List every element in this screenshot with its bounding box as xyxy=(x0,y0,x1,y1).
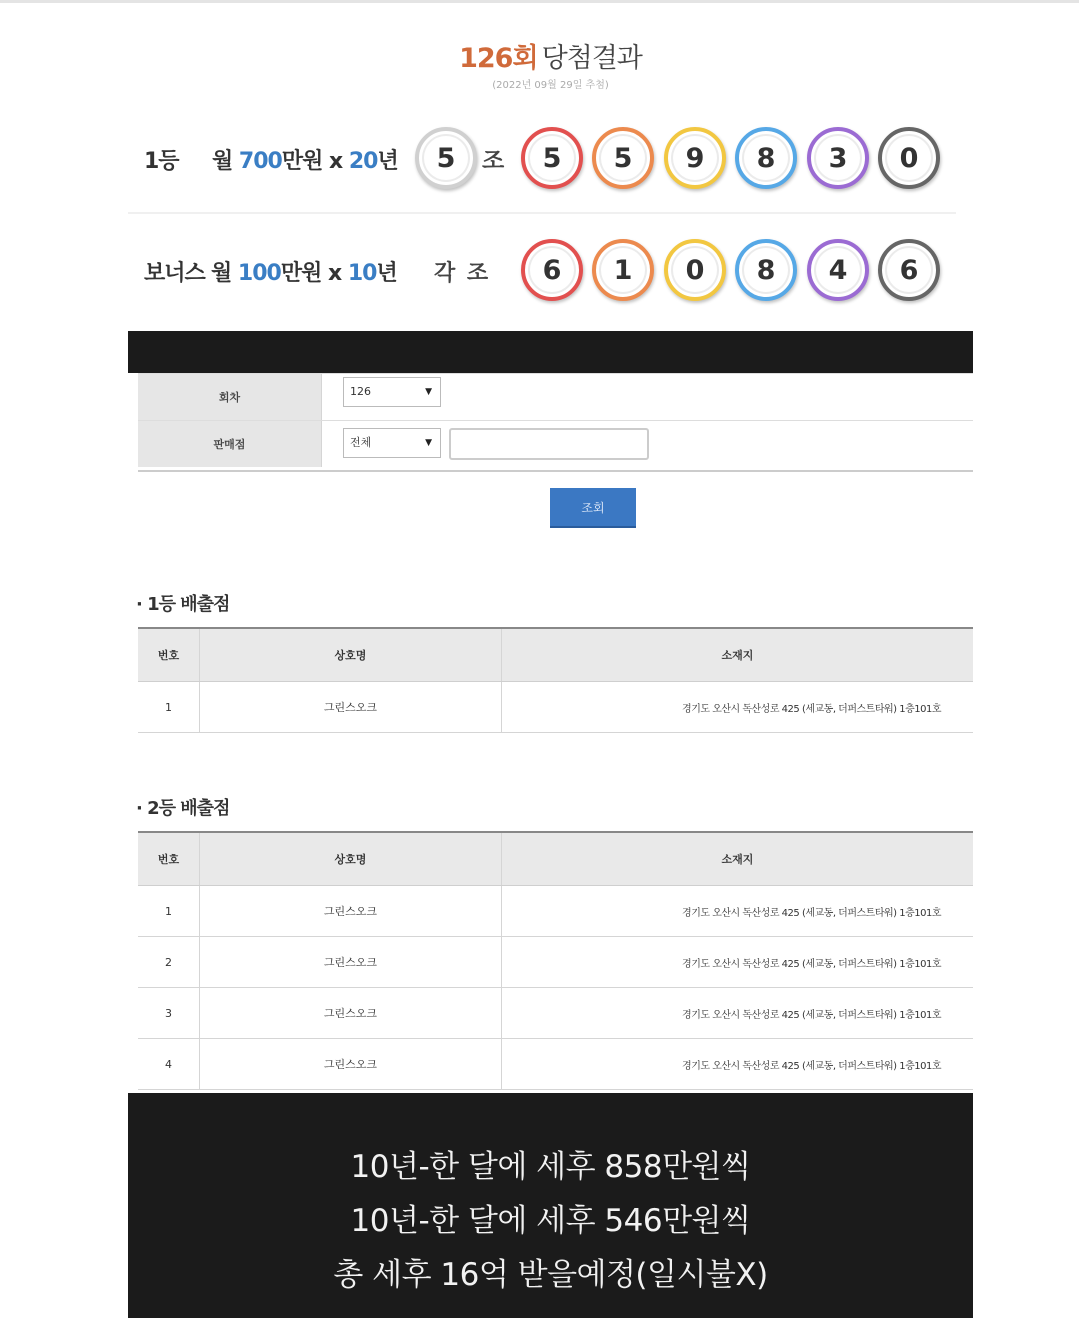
title-text: 당첨결과 xyxy=(541,43,642,74)
row-name: 그린스오크 xyxy=(200,682,502,732)
number-ball: 8 xyxy=(735,127,797,189)
page-title xyxy=(128,36,973,75)
round-select-value: 126 xyxy=(350,385,371,398)
number-ball: 0 xyxy=(878,127,940,189)
header-no: 번호 xyxy=(138,833,200,885)
table-row xyxy=(138,682,973,733)
header-address: 소재지 xyxy=(721,649,754,662)
group-ball: 5 xyxy=(415,127,477,189)
caption-overlay xyxy=(128,1093,973,1318)
number-ball: 9 xyxy=(664,127,726,189)
prize-amount-value: 100 xyxy=(237,261,281,286)
bonus-prize-rank: 보너스 xyxy=(144,261,205,286)
round-label: 회차 xyxy=(138,374,322,420)
second-stores-table xyxy=(138,831,973,1090)
header-name: 상호명 xyxy=(200,629,502,681)
dropdown-arrow-icon: ▼ xyxy=(425,387,432,397)
table-header xyxy=(138,833,973,886)
prize-years-value: 10 xyxy=(347,261,377,286)
dropdown-arrow-icon: ▼ xyxy=(425,438,432,448)
prize-unit: 만원 x xyxy=(280,261,348,286)
round-select[interactable] xyxy=(343,377,441,407)
header-name: 상호명 xyxy=(200,833,502,885)
row-address: 경기도 오산시 독산성로 425 (세교동, 더퍼스트타워) 1층101호 xyxy=(682,958,941,970)
prize-years-unit: 년 xyxy=(377,149,398,174)
number-ball: 4 xyxy=(807,239,869,301)
prize-years-value: 20 xyxy=(348,149,378,174)
table-row xyxy=(138,988,973,1039)
number-ball: 5 xyxy=(592,127,654,189)
table-row xyxy=(138,886,973,937)
row-address: 경기도 오산시 독산성로 425 (세교동, 더퍼스트타워) 1층101호 xyxy=(682,1060,941,1072)
first-prize-amount xyxy=(212,144,398,175)
bonus-prize-row xyxy=(128,230,973,310)
number-ball: 5 xyxy=(521,127,583,189)
caption-line-1: 10년-한 달에 세후 858만원씩 xyxy=(350,1149,751,1185)
table-header xyxy=(138,629,973,682)
row-address: 경기도 오산시 독산성로 425 (세교동, 더퍼스트타워) 1층101호 xyxy=(682,907,941,919)
row-no: 1 xyxy=(138,682,200,732)
row-name: 그린스오크 xyxy=(200,988,502,1038)
store-select-value: 전체 xyxy=(350,436,372,449)
number-ball: 6 xyxy=(521,239,583,301)
bonus-prize-amount xyxy=(211,256,397,287)
row-divider xyxy=(128,212,956,214)
first-stores-title: · 1등 배출점 xyxy=(136,594,230,615)
number-ball: 6 xyxy=(878,239,940,301)
row-no: 2 xyxy=(138,937,200,987)
table-row xyxy=(138,937,973,988)
group-label: 조 xyxy=(482,148,505,174)
header-no: 번호 xyxy=(138,629,200,681)
draw-date: (2022년 09월 29일 추첨) xyxy=(492,80,609,91)
row-no: 4 xyxy=(138,1039,200,1089)
header-address: 소재지 xyxy=(721,853,754,866)
store-search-input[interactable] xyxy=(449,428,649,460)
round-number: 126회 xyxy=(459,43,538,74)
caption-line-3: 총 세후 16억 받을예정(일시불X) xyxy=(333,1257,768,1293)
number-ball: 8 xyxy=(735,239,797,301)
number-ball: 1 xyxy=(592,239,654,301)
black-banner xyxy=(128,331,973,373)
prize-prefix: 월 xyxy=(211,261,238,286)
prize-amount-value: 700 xyxy=(238,149,282,174)
store-label: 판매점 xyxy=(138,421,322,467)
row-no: 1 xyxy=(138,886,200,936)
first-prize-row xyxy=(128,118,973,198)
row-name: 그린스오크 xyxy=(200,937,502,987)
prize-years-unit: 년 xyxy=(376,261,397,286)
row-name: 그린스오크 xyxy=(200,886,502,936)
first-stores-table xyxy=(138,627,973,733)
round-row xyxy=(138,374,973,421)
row-no: 3 xyxy=(138,988,200,1038)
first-prize-rank: 1등 xyxy=(144,149,179,174)
store-row xyxy=(138,421,973,467)
row-address: 경기도 오산시 독산성로 425 (세교동, 더퍼스트타워) 1층101호 xyxy=(682,703,941,715)
row-address: 경기도 오산시 독산성로 425 (세교동, 더퍼스트타워) 1층101호 xyxy=(682,1009,941,1021)
second-stores-title: · 2등 배출점 xyxy=(136,798,230,819)
search-form xyxy=(138,373,973,472)
prize-prefix: 월 xyxy=(212,149,239,174)
table-row xyxy=(138,1039,973,1090)
store-select[interactable] xyxy=(343,428,441,458)
number-ball: 0 xyxy=(664,239,726,301)
each-group-label: 각 조 xyxy=(434,261,491,286)
top-border xyxy=(0,0,1079,3)
row-name: 그린스오크 xyxy=(200,1039,502,1089)
caption-line-2: 10년-한 달에 세후 546만원씩 xyxy=(350,1203,751,1239)
number-ball: 3 xyxy=(807,127,869,189)
search-button[interactable]: 조회 xyxy=(550,488,636,528)
prize-unit: 만원 x xyxy=(281,149,349,174)
